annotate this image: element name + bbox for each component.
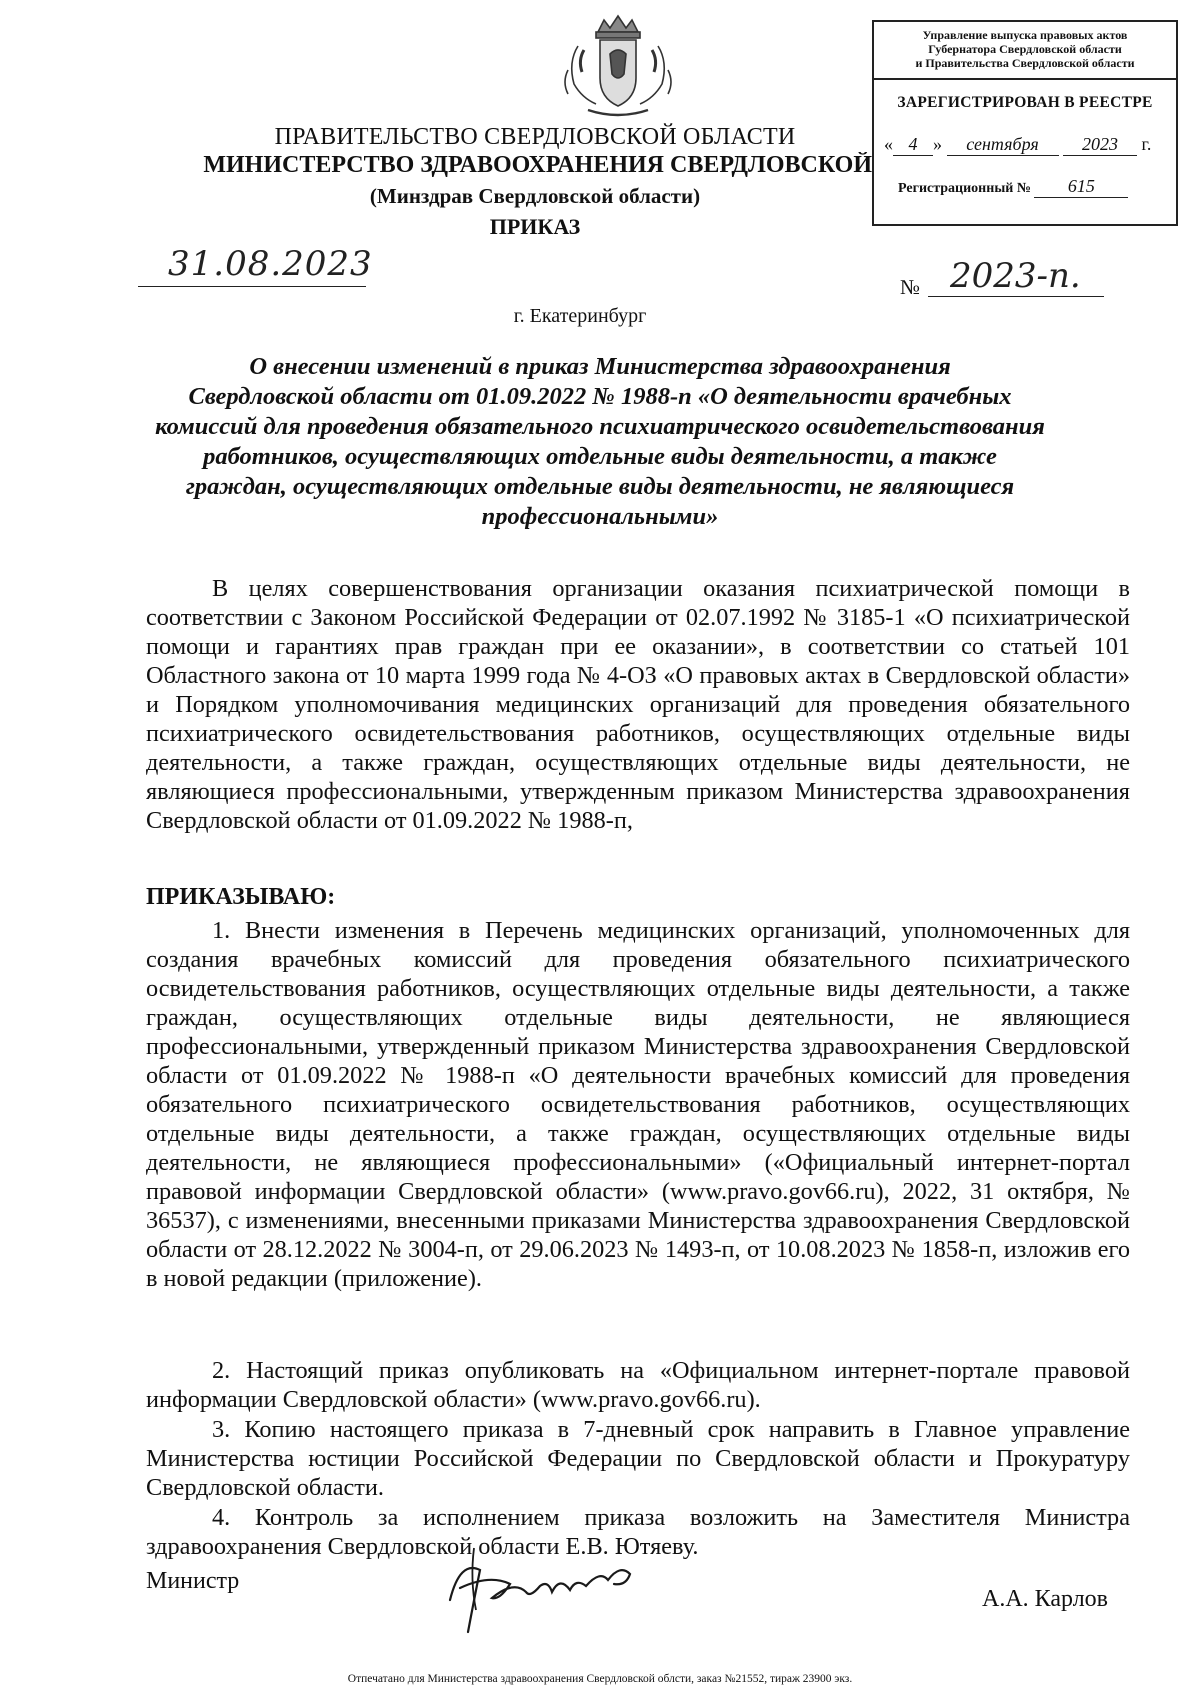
stamp-date [874, 134, 1176, 156]
preamble-paragraph [146, 574, 1130, 835]
order-date-handwritten: 31.08.2023 [168, 244, 373, 284]
title-line: граждан, осуществляющих отдельные виды деятельности, не являющиеся [185, 473, 1015, 500]
order-title [140, 352, 1060, 532]
title-line: Свердловской области от 01.09.2022 № 1988-п «О деятельности врачебных [188, 383, 1012, 410]
title-line: работников, осуществляющих отдельные виды деятельности, а также [203, 443, 997, 470]
order-number-label: № [900, 275, 921, 299]
stamp-reg-value: 615 [1034, 176, 1128, 198]
ministry-heading: МИНИСТЕРСТВО ЗДРАВООХРАНЕНИЯ СВЕРДЛОВСКОЙ [203, 152, 872, 178]
item-2-paragraph [146, 1356, 1130, 1414]
stamp-header-line: и Правительства Свердловской области [915, 56, 1135, 70]
stamp-quote-open: « [884, 134, 893, 154]
print-footer: Отпечатано для Министерства здравоохранения Свердловской облсти, заказ №21552, тираж 23900 экз. [347, 1673, 853, 1685]
stamp-registered-text: ЗАРЕГИСТРИРОВАН В РЕЕСТРЕ [897, 94, 1153, 111]
item-1-text: 1. Внести изменения в Перечень медицинских организаций, уполномоченных для создания врачебных комиссий для проведения обязательного психиатрического освидетельствования работников, осуществляющих отдельные виды деятельности, а также граждан, осуществляющих отдельные виды деятельности, не являющиеся профессиональными, утвержденный приказом Министерства здравоохранения Свердловской области от 01.09.2022 № 1988-п «О деятельности врачебных комиссий для проведения обязательного психиатрического освидетельствования работников, осуществляющих отдельные виды деятельности, а также граждан, осуществляющих отдельные виды деятельности, не являющиеся профессиональными» («Официальный интернет-портал правовой информации Свердловской области» (www.pravo.gov66.ru), 2022, 31 октября, № 36537), с изменениями, внесенными приказами Министерства здравоохранения Свердловской области от 28.12.2022 № 3004-п, от 29.06.2023 № 1493-п, от 10.08.2023 № 1858-п, изложив его в новой редакции (приложение). [146, 917, 1130, 1292]
command-word: ПРИКАЗЫВАЮ: [146, 884, 336, 910]
item-3-paragraph [146, 1415, 1130, 1502]
registry-stamp [872, 20, 1178, 226]
ministry-short-name: (Минздрав Свердловской области) [369, 184, 701, 208]
order-number-underline [928, 296, 1104, 297]
stamp-header [874, 22, 1176, 80]
signatory-position: Министр [146, 1568, 240, 1594]
signatory-name: А.А. Карлов [982, 1586, 1108, 1612]
stamp-year: 2023 [1063, 134, 1137, 156]
stamp-year-suffix: г. [1141, 134, 1152, 154]
stamp-quote-close: » [933, 134, 942, 154]
item-4-text: 4. Контроль за исполнением приказа возложить на Заместителя Министра здравоохранения Свердловской области Е.В. Ютяеву. [146, 1504, 1130, 1560]
title-line: О внесении изменений в приказ Министерства здравоохранения [249, 353, 951, 380]
stamp-reg-label: Регистрационный № [898, 181, 1031, 196]
item-3-text: 3. Копию настоящего приказа в 7-дневный срок направить в Главное управление Министерства юстиции Российской Федерации по Свердловской области и Прокуратуру Свердловской области. [146, 1416, 1130, 1501]
stamp-header-line: Управление выпуска правовых актов [922, 28, 1128, 42]
item-2-text: 2. Настоящий приказ опубликовать на «Официальном интернет-портале правовой информации Свердловской области» (www.pravo.gov66.ru). [146, 1357, 1130, 1413]
stamp-month: сентября [947, 134, 1059, 156]
stamp-header-line: Губернатора Свердловской области [928, 42, 1122, 56]
city: г. Екатеринбург [513, 305, 647, 327]
preamble-text: В целях совершенствования организации оказания психиатрической помощи в соответствии с Законом Российской Федерации от 02.07.1992 № 3185-1 «О психиатрической помощи и гарантиях прав граждан при ее оказании», в соответствии со статьей 101 Областного закона от 10 марта 1999 года № 4-ОЗ «О правовых актах в Свердловской области» и Порядком уполномочивания медицинских организаций для проведения обязательного психиатрического освидетельствования работников, осуществляющих отдельные виды деятельности, а также граждан, осуществляющих отдельные виды деятельности, не являющиеся профессиональными, утвержденным приказом Министерства здравоохранения Свердловской области от 01.09.2022 № 1988-п, [146, 575, 1130, 834]
title-line: комиссий для проведения обязательного психиатрического освидетельствования [155, 413, 1045, 440]
order-number-handwritten: 2023-п. [950, 256, 1081, 296]
order-date-underline [138, 286, 366, 287]
stamp-reg-number [874, 176, 1176, 198]
government-heading: ПРАВИТЕЛЬСТВО СВЕРДЛОВСКОЙ ОБЛАСТИ [274, 124, 796, 150]
document-type: ПРИКАЗ [489, 214, 581, 239]
coat-of-arms-emblem [548, 10, 688, 122]
handwritten-signature [430, 1540, 660, 1640]
item-1-paragraph [146, 916, 1130, 1293]
stamp-day: 4 [893, 134, 933, 156]
title-line: профессиональными» [481, 503, 719, 530]
